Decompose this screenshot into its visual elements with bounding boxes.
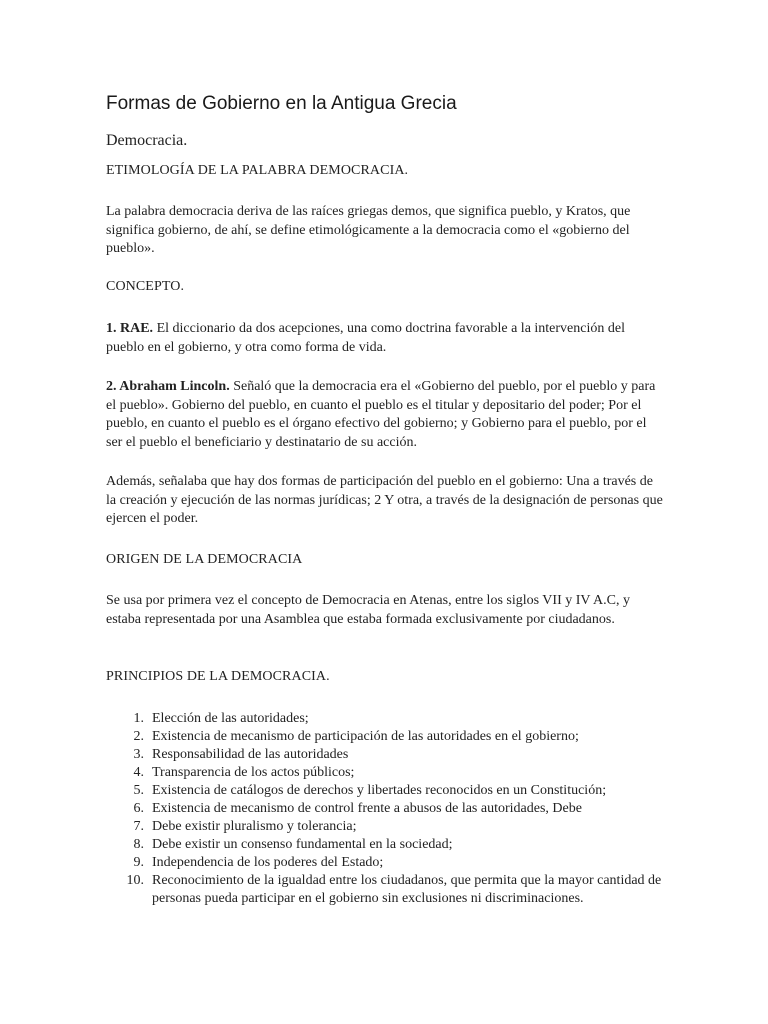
list-item: [106, 782, 666, 800]
list-number: 4.: [133, 765, 144, 780]
list-text: Existencia de mecanismo de participación de las autoridades en el gobierno;: [152, 729, 579, 744]
heading-concepto: CONCEPTO.: [106, 279, 185, 294]
list-text: Transparencia de los actos públicos;: [152, 765, 355, 780]
list-text: Debe existir un consenso fundamental en la sociedad;: [152, 837, 453, 852]
principios-list: [106, 710, 666, 908]
list-item: [106, 836, 666, 854]
list-text: Responsabilidad de las autoridades: [152, 747, 349, 762]
list-number: 10.: [126, 873, 144, 888]
list-item: [106, 764, 666, 782]
list-number: 6.: [133, 801, 144, 816]
list-number: 8.: [133, 837, 144, 852]
heading-etimologia: ETIMOLOGÍA DE LA PALABRA DEMOCRACIA.: [106, 163, 409, 178]
list-number: 9.: [133, 855, 144, 870]
list-number: 3.: [133, 747, 144, 762]
list-number: 7.: [133, 819, 144, 834]
list-item: [106, 872, 666, 908]
lincoln-label: 2. Abraham Lincoln.: [106, 379, 230, 394]
list-text: Independencia de los poderes del Estado;: [152, 855, 384, 870]
list-item: [106, 800, 666, 818]
list-item: [106, 854, 666, 872]
heading-origen: ORIGEN DE LA DEMOCRACIA: [106, 552, 303, 567]
lincoln-text: Señaló que la democracia era el «Gobierno del pueblo, por el pueblo y para el pueblo». Gobierno del pueblo, en cuanto el pueblo es el titular y depositario del poder; Por el pueblo, en cuanto el pueblo es el órgano efectivo del gobierno; y Gobierno para el pueblo, por el ser el pueblo el beneficiario y destinatario de su acción.: [106, 379, 656, 450]
paragraph-rae: [106, 320, 666, 357]
document-title: Formas de Gobierno en la Antigua Grecia: [106, 93, 457, 114]
paragraph-origen: Se usa por primera vez el concepto de Democracia en Atenas, entre los siglos VII y IV A.C, y estaba representada por una Asamblea que estaba formada exclusivamente por ciudadanos.: [106, 593, 630, 627]
paragraph-ademas: Además, señalaba que hay dos formas de participación del pueblo en el gobierno: Una a través de la creación y ejecución de las normas jurídicas; 2 Y otra, a través de la designación de personas que ejercen el poder.: [106, 474, 663, 526]
list-text: Existencia de catálogos de derechos y libertades reconocidos en un Constitución;: [152, 783, 607, 798]
list-number: 5.: [133, 783, 144, 798]
rae-text: El diccionario da dos acepciones, una como doctrina favorable a la intervención del pueblo en el gobierno, y otra como forma de vida.: [106, 321, 625, 355]
paragraph-lincoln: [106, 378, 666, 452]
list-number: 1.: [133, 711, 144, 726]
list-item: [106, 818, 666, 836]
rae-label: 1. RAE.: [106, 321, 154, 336]
list-item: [106, 746, 666, 764]
list-text: Debe existir pluralismo y tolerancia;: [152, 819, 357, 834]
document-subtitle: Democracia.: [106, 132, 188, 149]
list-item: [106, 728, 666, 746]
list-number: 2.: [133, 729, 144, 744]
heading-principios: PRINCIPIOS DE LA DEMOCRACIA.: [106, 669, 330, 684]
paragraph-etimologia: La palabra democracia deriva de las raíces griegas demos, que significa pueblo, y Kratos, que significa gobierno, de ahí, se define etimológicamente a la democracia como el «gobierno del pueblo».: [106, 204, 631, 256]
list-item: [106, 710, 666, 728]
list-text: Elección de las autoridades;: [152, 711, 309, 726]
list-text: Existencia de mecanismo de control frente a abusos de las autoridades, Debe: [152, 801, 582, 816]
list-text: Reconocimiento de la igualdad entre los ciudadanos, que permita que la mayor cantidad de personas pueda participar en el gobierno sin exclusiones ni discriminaciones.: [152, 873, 662, 906]
